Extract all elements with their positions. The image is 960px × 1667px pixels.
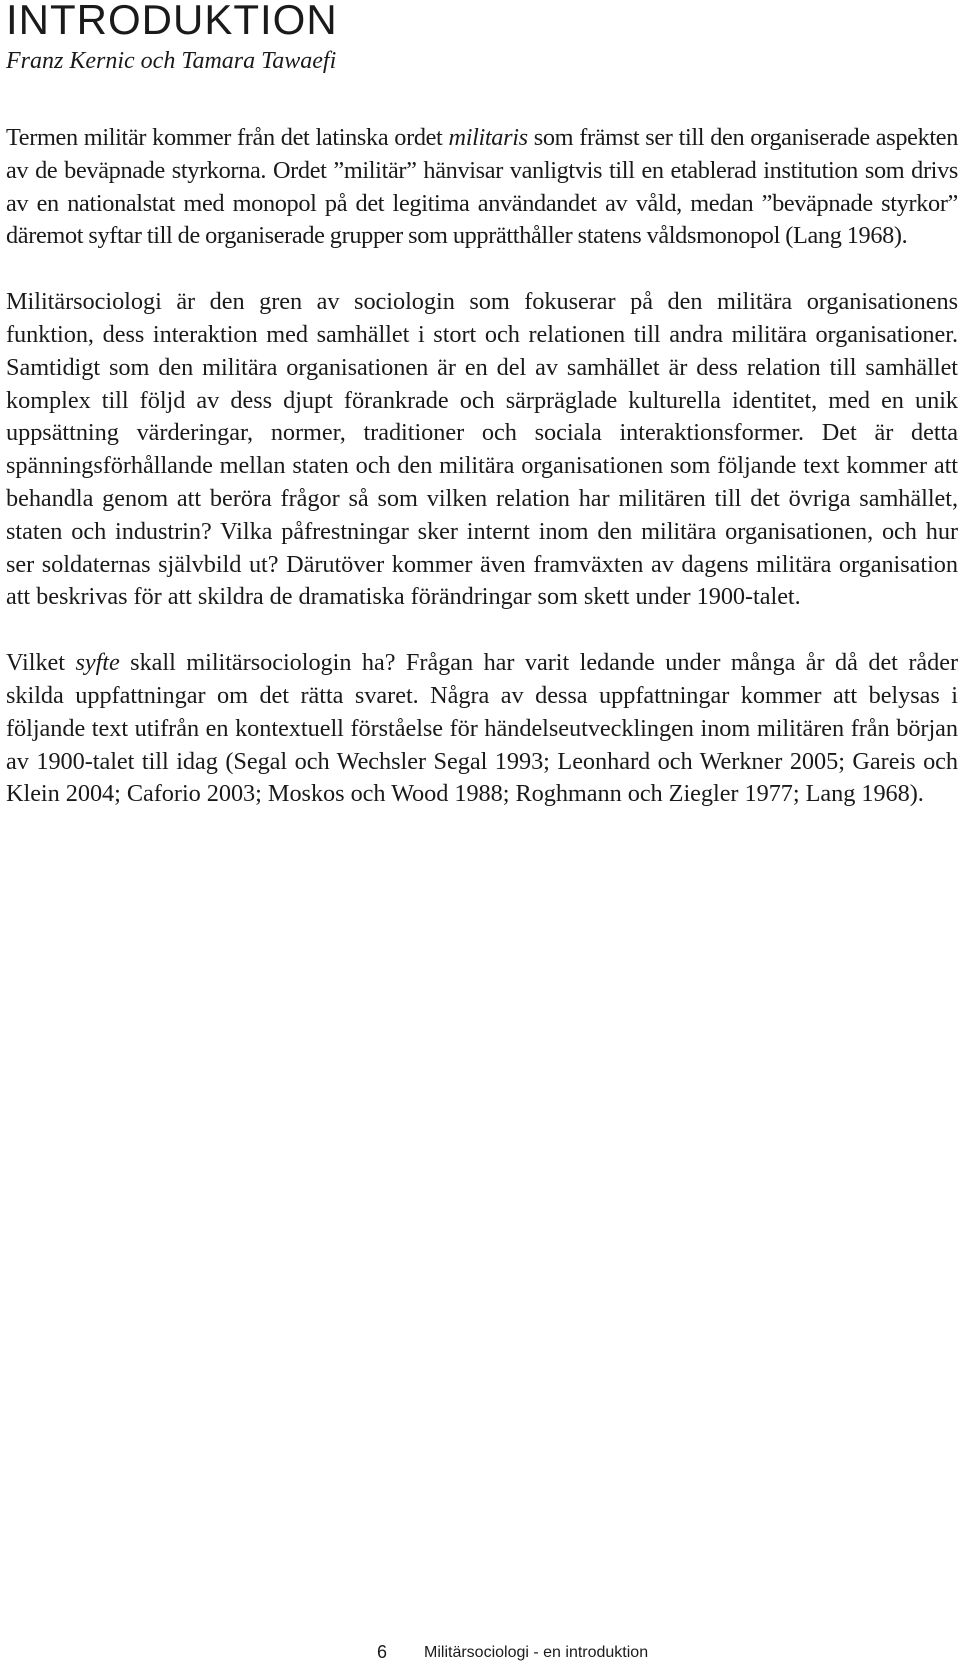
paragraph-1-text-start: Termen militär kommer från det latinska ordet [6,124,449,151]
body-text [6,122,958,811]
paragraph-3-text-start: Vilket [6,649,76,677]
page-footer [0,1641,960,1665]
running-title: Militärsociologi - en introduktion [424,1644,649,1661]
paragraph-3 [6,647,958,811]
paragraph-1-text-end: som främst ser till den organiserade aspekten av de beväpnade styrkorna. Ordet ”militär” hänvisar vanligtvis till en etablerad institution som drivs av en nationalstat med monopol på det legitima användandet av våld, medan ”beväpnade styrkor” däremot syftar till de organiserade grupper som upprätthåller statens våldsmonopol (Lang 1968). [6,124,958,250]
paragraph-2: Militärsociologi är den gren av sociologin som fokuserar på den militära organisationens funktion, dess interaktion med samhället i stort och relationen till andra militära organisationer. Samtidigt som den militära organisationen är en del av samhället är dess relation till samhället komplex till följd av dess djupt förankrade och särpräglade kulturella identitet, med en unik uppsättning värderingar, normer, traditioner och sociala interaktionsformer. Det är detta spänningsförhållande mellan staten och den militära organisationen som följande text kommer att behandla genom att beröra frågor så som vilken relation har militären till det övriga samhället, staten och industrin? Vilka påfrestningar sker internt inom den militära organisationen, och hur ser soldaternas självbild ut? Därutöver kommer även framväxten av dagens militära organisation att beskrivas för att skildra de dramatiska förändringar som skett under 1900-talet. [6,288,958,611]
paragraph-3-italic-term: syfte [75,649,120,677]
paragraph-1-italic-term: militaris [448,124,528,151]
chapter-authors: Franz Kernic och Tamara Tawaefi [6,48,337,74]
page-number: 6 [377,1642,388,1662]
chapter-title: INTRODUKTION [6,0,338,43]
paragraph-1 [6,122,958,253]
paragraph-3-text-end: skall militärsociologin ha? Frågan har varit ledande under många år då det råder skilda uppfattningar om det rätta svaret. Några av dessa uppfattningar kommer att belysas i följande text utifrån en kontextuell förståelse för händelseutvecklingen inom militären från början av 1900-talet till idag (Segal och Wechsler Segal 1993; Leonhard och Werkner 2005; Gareis och Klein 2004; Caforio 2003; Moskos och Wood 1988; Roghmann och Ziegler 1977; Lang 1968). [6,649,958,808]
